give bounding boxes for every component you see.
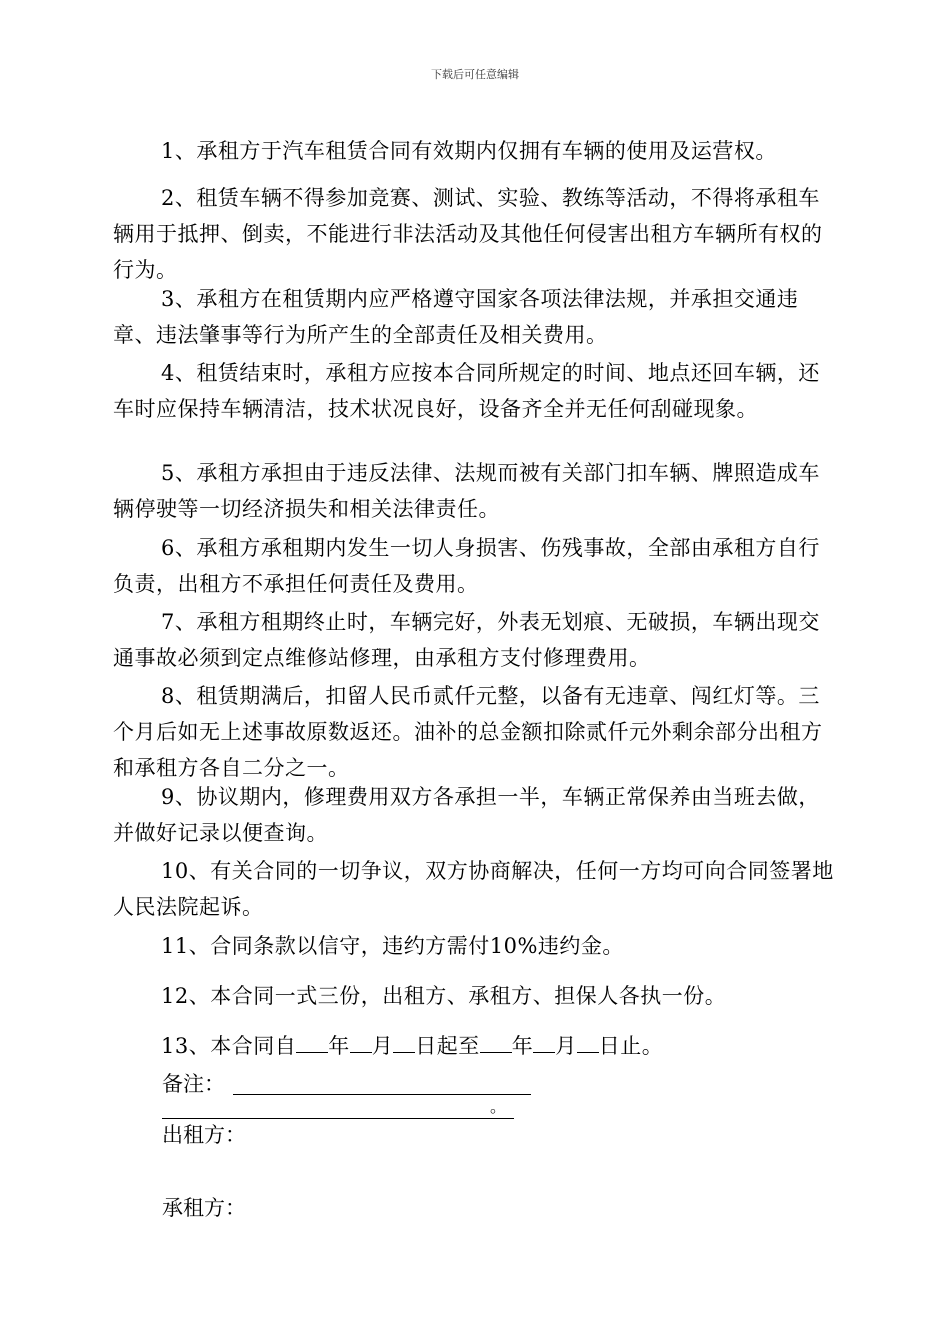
lessee-label: 承租方：: [162, 1196, 246, 1220]
lessor-label: 出租方：: [162, 1123, 246, 1147]
clause-10: 10、有关合同的一切争议，双方协商解决，任何一方均可向合同签署地人民法院起诉。: [113, 859, 834, 919]
clause-13: 13、本合同自 年 月 日起至 年 月 日止。: [113, 1028, 838, 1064]
remark-label: 备注：: [162, 1072, 225, 1096]
page-header: 下载后可任意编辑: [431, 68, 519, 81]
clause-6: 6、承租方承租期内发生一切人身损害、伤残事故，全部由承租方自行负责，出租方不承担任何责任及费用。: [113, 536, 820, 596]
start-month-blank[interactable]: [350, 1028, 372, 1053]
clause-5: 5、承租方承担由于违反法律、法规而被有关部门扣车辆、牌照造成车辆停驶等一切经济损失和相关法律责任。: [113, 461, 820, 521]
clause-8: 8、租赁期满后，扣留人民币贰仟元整，以备有无违章、闯红灯等。三个月后如无上述事故原数返还。油补的总金额扣除贰仟元外剩余部分出租方和承租方各自二分之一。: [113, 684, 823, 780]
start-year-blank[interactable]: [296, 1028, 328, 1053]
clause-4: 4、租赁结束时，承租方应按本合同所规定的时间、地点还回车辆，还车时应保持车辆清洁，技术状况良好，设备齐全并无任何刮碰现象。: [113, 361, 820, 421]
clause-1: 1、承租方于汽车租赁合同有效期内仅拥有车辆的使用及运营权。: [161, 139, 777, 163]
clause-9: 9、协议期内，修理费用双方各承担一半，车辆正常保养由当班去做，并做好记录以便查询。: [113, 785, 820, 845]
clause-7: 7、承租方租期终止时，车辆完好，外表无划痕、无破损，车辆出现交通事故必须到定点维修站修理，由承租方支付修理费用。: [113, 610, 820, 670]
remark-line-2[interactable]: [162, 1094, 514, 1119]
clause-3: 3、承租方在租赁期内应严格遵守国家各项法律法规，并承担交通违章、违法肇事等行为所产生的全部责任及相关费用。: [113, 287, 799, 347]
end-month-blank[interactable]: [533, 1028, 555, 1053]
start-day-blank[interactable]: [393, 1028, 415, 1053]
remark-end-mark: 。: [490, 1097, 507, 1116]
end-year-blank[interactable]: [480, 1028, 512, 1053]
clause-2: 2、租赁车辆不得参加竞赛、测试、实验、教练等活动，不得将承租车辆用于抵押、倒卖，不能进行非法活动及其他任何侵害出租方车辆所有权的行为。: [113, 186, 823, 282]
end-day-blank[interactable]: [577, 1028, 599, 1053]
clause-11: 11、合同条款以信守，违约方需付10%违约金。: [161, 934, 624, 958]
clause-12: 12、本合同一式三份，出租方、承租方、担保人各执一份。: [161, 984, 727, 1008]
remark-line-1[interactable]: [233, 1070, 531, 1095]
